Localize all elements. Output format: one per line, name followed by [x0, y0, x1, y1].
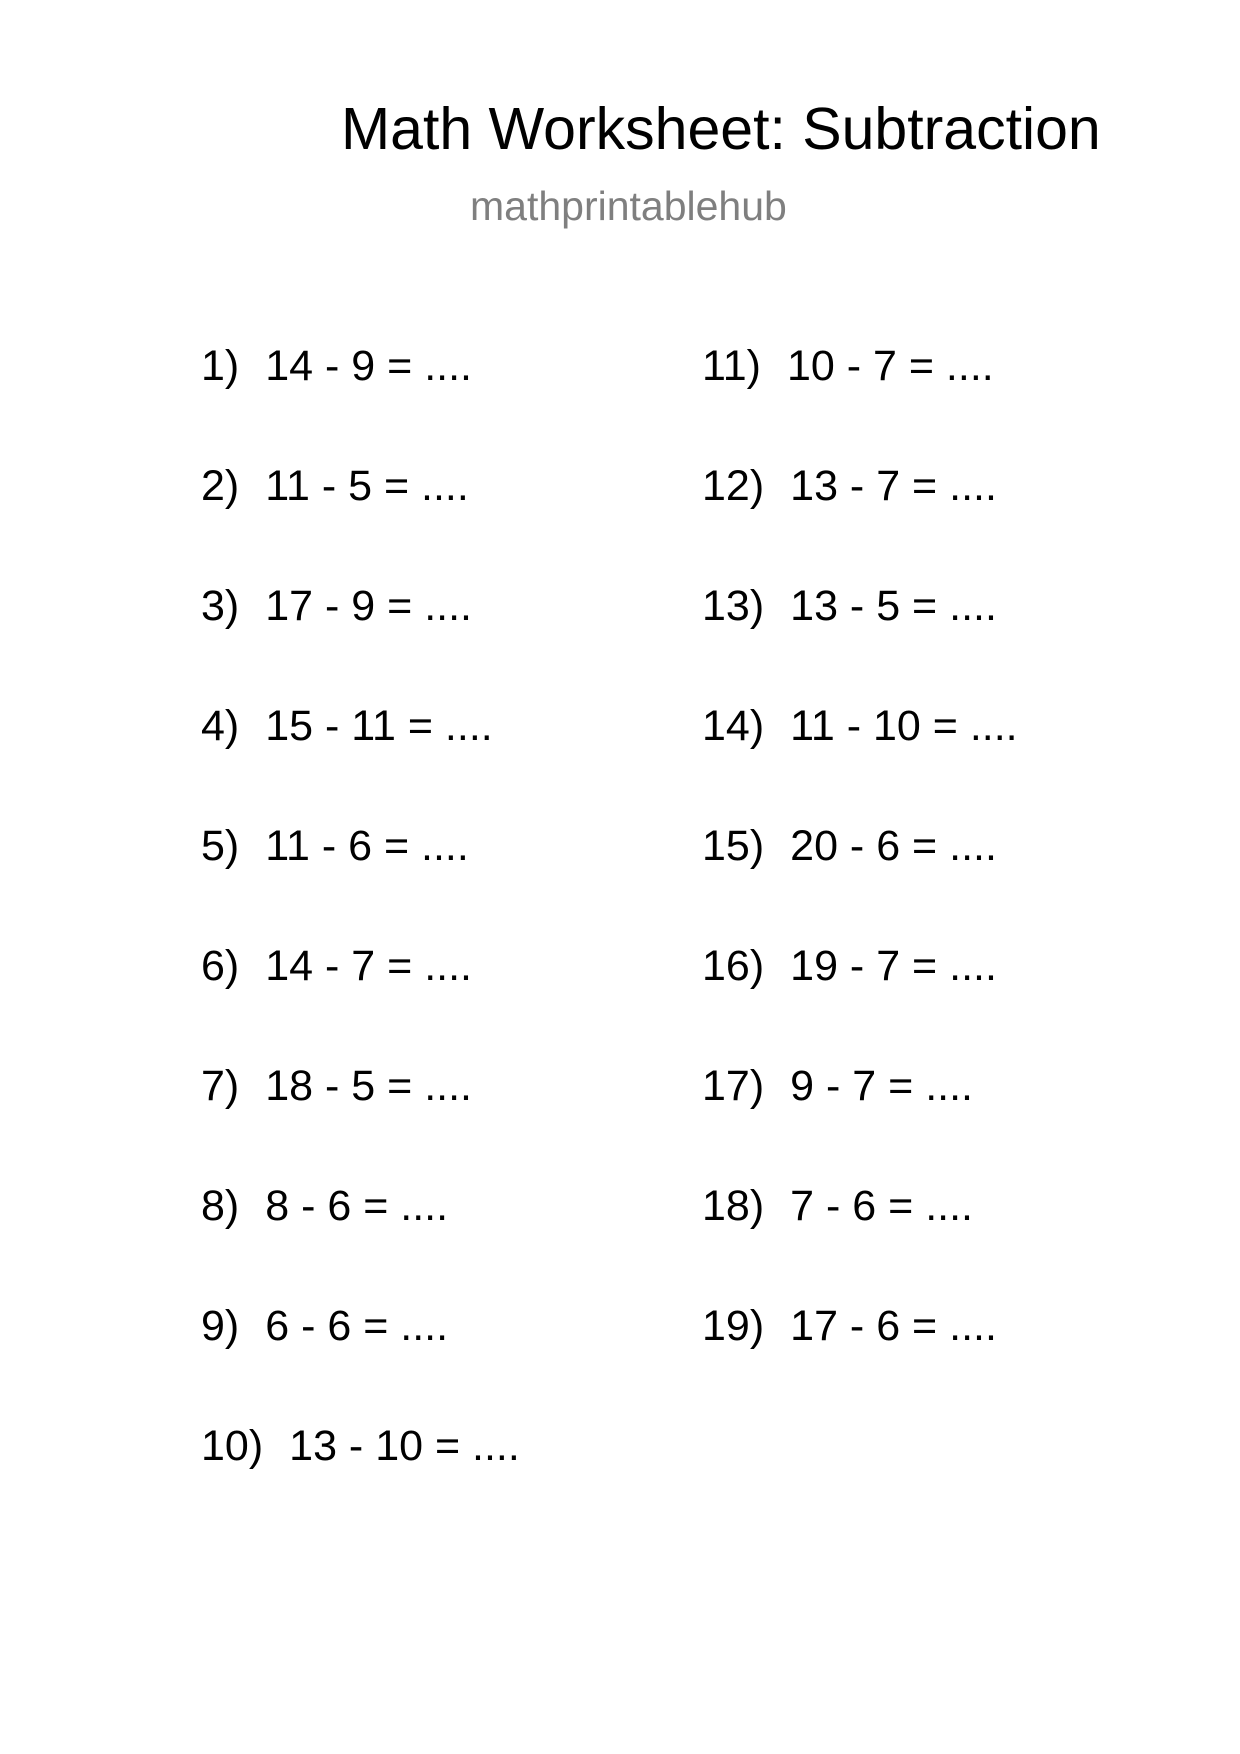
- problem-number: 13): [702, 582, 765, 630]
- problem-3: [201, 582, 520, 705]
- problem-number: 9): [201, 1302, 240, 1350]
- problem-expression: 17 - 6 = ....: [790, 1302, 997, 1350]
- problem-8: [201, 1182, 520, 1305]
- problem-expression: 11 - 5 = ....: [265, 462, 469, 510]
- problem-number: 2): [201, 462, 240, 510]
- problem-number: 4): [201, 702, 240, 750]
- worksheet-subtitle: mathprintablehub: [470, 183, 787, 229]
- problem-6: [201, 942, 520, 1065]
- problem-expression: 14 - 7 = ....: [265, 942, 472, 990]
- problem-expression: 7 - 6 = ....: [790, 1182, 973, 1230]
- problem-12: [702, 462, 1018, 585]
- problem-7: [201, 1062, 520, 1185]
- problem-11: [702, 342, 1018, 465]
- problem-expression: 18 - 5 = ....: [265, 1062, 472, 1110]
- problem-5: [201, 822, 520, 945]
- problem-number: 5): [201, 822, 240, 870]
- problem-15: [702, 822, 1018, 945]
- problem-17: [702, 1062, 1018, 1185]
- problem-number: 15): [702, 822, 765, 870]
- problem-19: [702, 1302, 1018, 1425]
- problem-number: 12): [702, 462, 765, 510]
- problem-expression: 19 - 7 = ....: [790, 942, 997, 990]
- problem-number: 11): [702, 342, 761, 390]
- problem-expression: 13 - 5 = ....: [790, 582, 997, 630]
- problem-expression: 9 - 7 = ....: [790, 1062, 973, 1110]
- problem-13: [702, 582, 1018, 705]
- problem-number: 17): [702, 1062, 765, 1110]
- problem-number: 7): [201, 1062, 240, 1110]
- problem-expression: 6 - 6 = ....: [265, 1302, 449, 1350]
- problem-expression: 13 - 7 = ....: [790, 462, 997, 510]
- problem-expression: 15 - 11 = ....: [265, 702, 493, 750]
- problem-number: 3): [201, 582, 240, 630]
- problem-number: 8): [201, 1182, 240, 1230]
- problem-number: 6): [201, 942, 240, 990]
- problem-expression: 11 - 6 = ....: [265, 822, 469, 870]
- problem-expression: 17 - 9 = ....: [265, 582, 472, 630]
- problem-expression: 20 - 6 = ....: [790, 822, 997, 870]
- problem-column-right: [702, 342, 1018, 1425]
- problem-4: [201, 702, 520, 825]
- problem-10: [201, 1422, 520, 1545]
- problem-number: 1): [201, 342, 240, 390]
- problem-number: 16): [702, 942, 765, 990]
- problem-number: 18): [702, 1182, 765, 1230]
- problem-expression: 11 - 10 = ....: [790, 702, 1018, 750]
- problem-16: [702, 942, 1018, 1065]
- problem-1: [201, 342, 520, 465]
- problem-2: [201, 462, 520, 585]
- problem-9: [201, 1302, 520, 1425]
- problem-number: 10): [201, 1422, 264, 1470]
- problem-number: 14): [702, 702, 765, 750]
- problem-expression: 8 - 6 = ....: [265, 1182, 449, 1230]
- worksheet-title: Math Worksheet: Subtraction: [341, 96, 1101, 162]
- problem-expression: 14 - 9 = ....: [265, 342, 472, 390]
- problem-expression: 13 - 10 = ....: [289, 1422, 520, 1470]
- problem-18: [702, 1182, 1018, 1305]
- problem-column-left: [201, 342, 520, 1545]
- problem-number: 19): [702, 1302, 765, 1350]
- problem-expression: 10 - 7 = ....: [786, 342, 994, 390]
- problem-14: [702, 702, 1018, 825]
